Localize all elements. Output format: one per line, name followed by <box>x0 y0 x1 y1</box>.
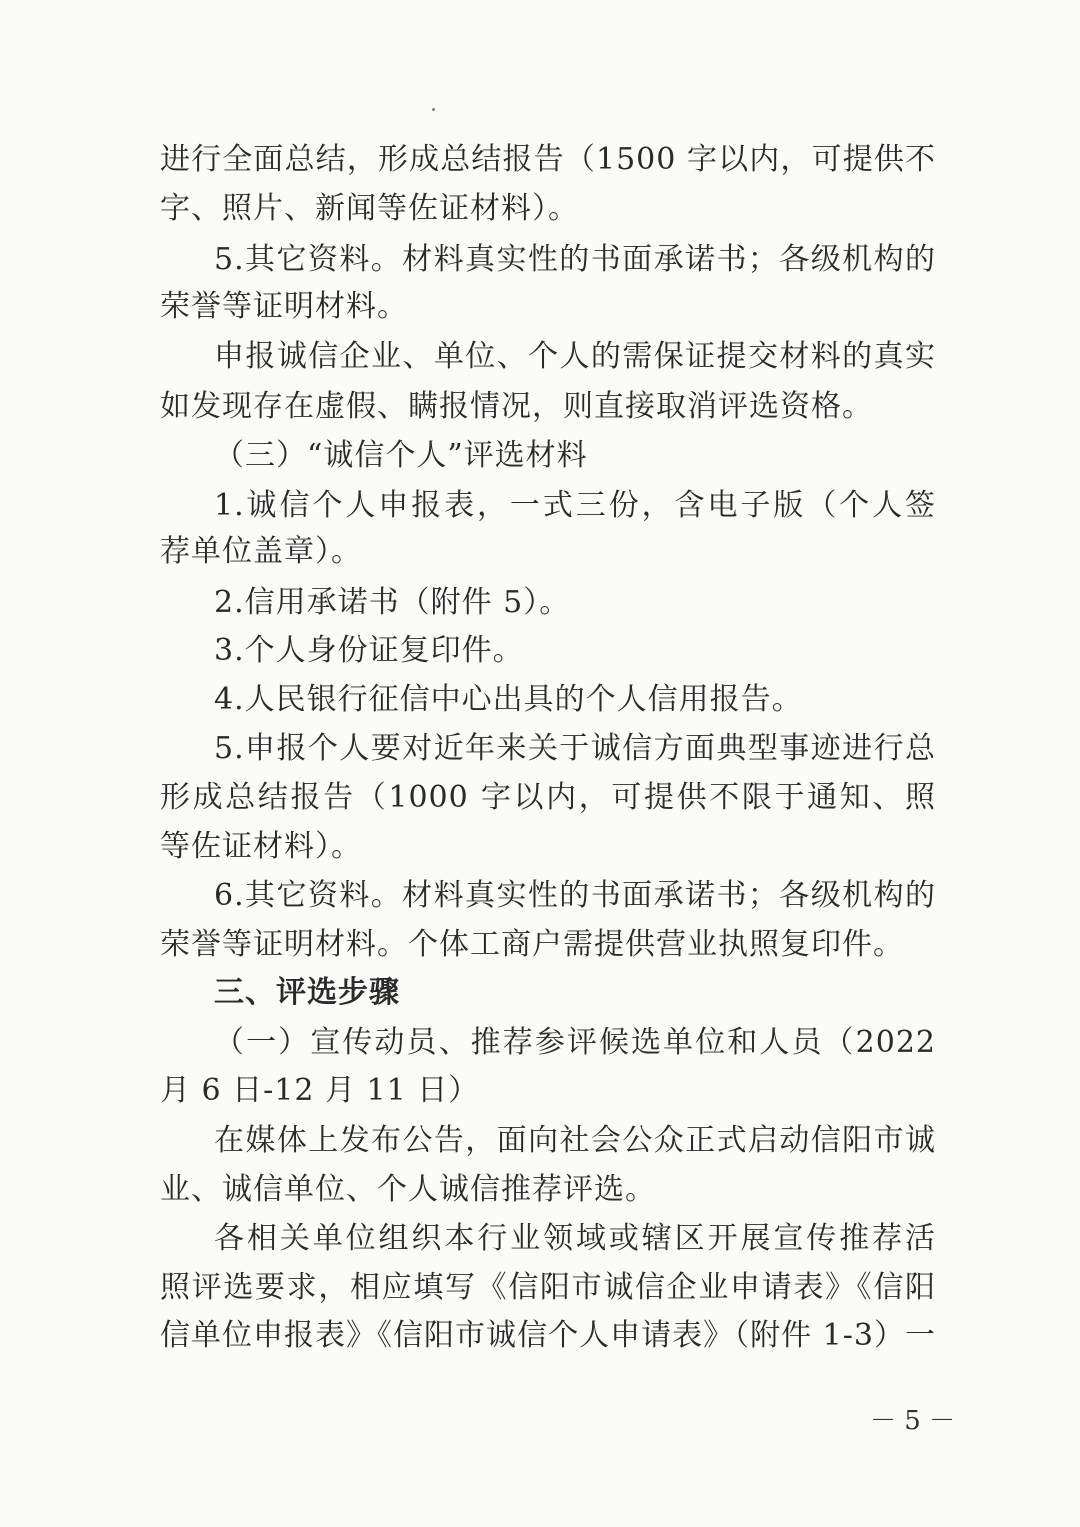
text-line: 5.其它资料。材料真实性的书面承诺书；各级机构的 <box>214 242 936 277</box>
text-line: 2.信用承诺书（附件 5）。 <box>214 585 571 620</box>
text-line: 荣誉等证明材料。 <box>160 289 408 324</box>
text-line: 6.其它资料。材料真实性的书面承诺书；各级机构的 <box>214 878 936 913</box>
text-line: 4.人民银行征信中心出具的个人信用报告。 <box>214 682 803 717</box>
text-line: 申报诚信企业、单位、个人的需保证提交材料的真实 <box>214 339 936 374</box>
text-line: 如发现存在虚假、瞒报情况，则直接取消评选资格。 <box>160 389 873 424</box>
subheading: （一）宣传动员、推荐参评候选单位和人员（2022 <box>214 1025 936 1060</box>
text-line: 5.申报个人要对近年来关于诚信方面典型事迹进行总 <box>214 731 936 766</box>
text-line: 3.个人身份证复印件。 <box>214 633 524 668</box>
text-line: 信单位申报表》《信阳市诚信个人申请表》（附件 1-3）一 <box>160 1318 936 1353</box>
text-line: 进行全面总结，形成总结报告（1500 字以内，可提供不 <box>160 142 936 177</box>
text-line: 在媒体上发布公告，面向社会公众正式启动信阳市诚 <box>214 1123 936 1158</box>
text-line: 字、照片、新闻等佐证材料）。 <box>160 191 579 226</box>
subheading: 月 6 日-12 月 11 日） <box>160 1073 480 1108</box>
section-heading: 三、评选步骤 <box>214 975 400 1010</box>
text-line: 等佐证材料）。 <box>160 829 362 864</box>
text-line: 形成总结报告（1000 字以内，可提供不限于通知、照 <box>160 780 936 815</box>
text-line: 业、诚信单位、个人诚信推荐评选。 <box>160 1172 656 1207</box>
text-line: 荣誉等证明材料。个体工商户需提供营业执照复印件。 <box>160 927 904 962</box>
text-line: 照评选要求，相应填写《信阳市诚信企业申请表》《信阳 <box>160 1270 936 1305</box>
page-number: － 5 － <box>870 1406 956 1436</box>
text-line: 荐单位盖章）。 <box>160 534 362 569</box>
subheading: （三）“诚信个人”评选材料 <box>214 438 588 473</box>
scan-speck <box>432 108 435 111</box>
text-line: 各相关单位组织本行业领域或辖区开展宣传推荐活 <box>214 1221 936 1256</box>
text-line: 1.诚信个人申报表，一式三份，含电子版（个人签 <box>214 488 936 523</box>
